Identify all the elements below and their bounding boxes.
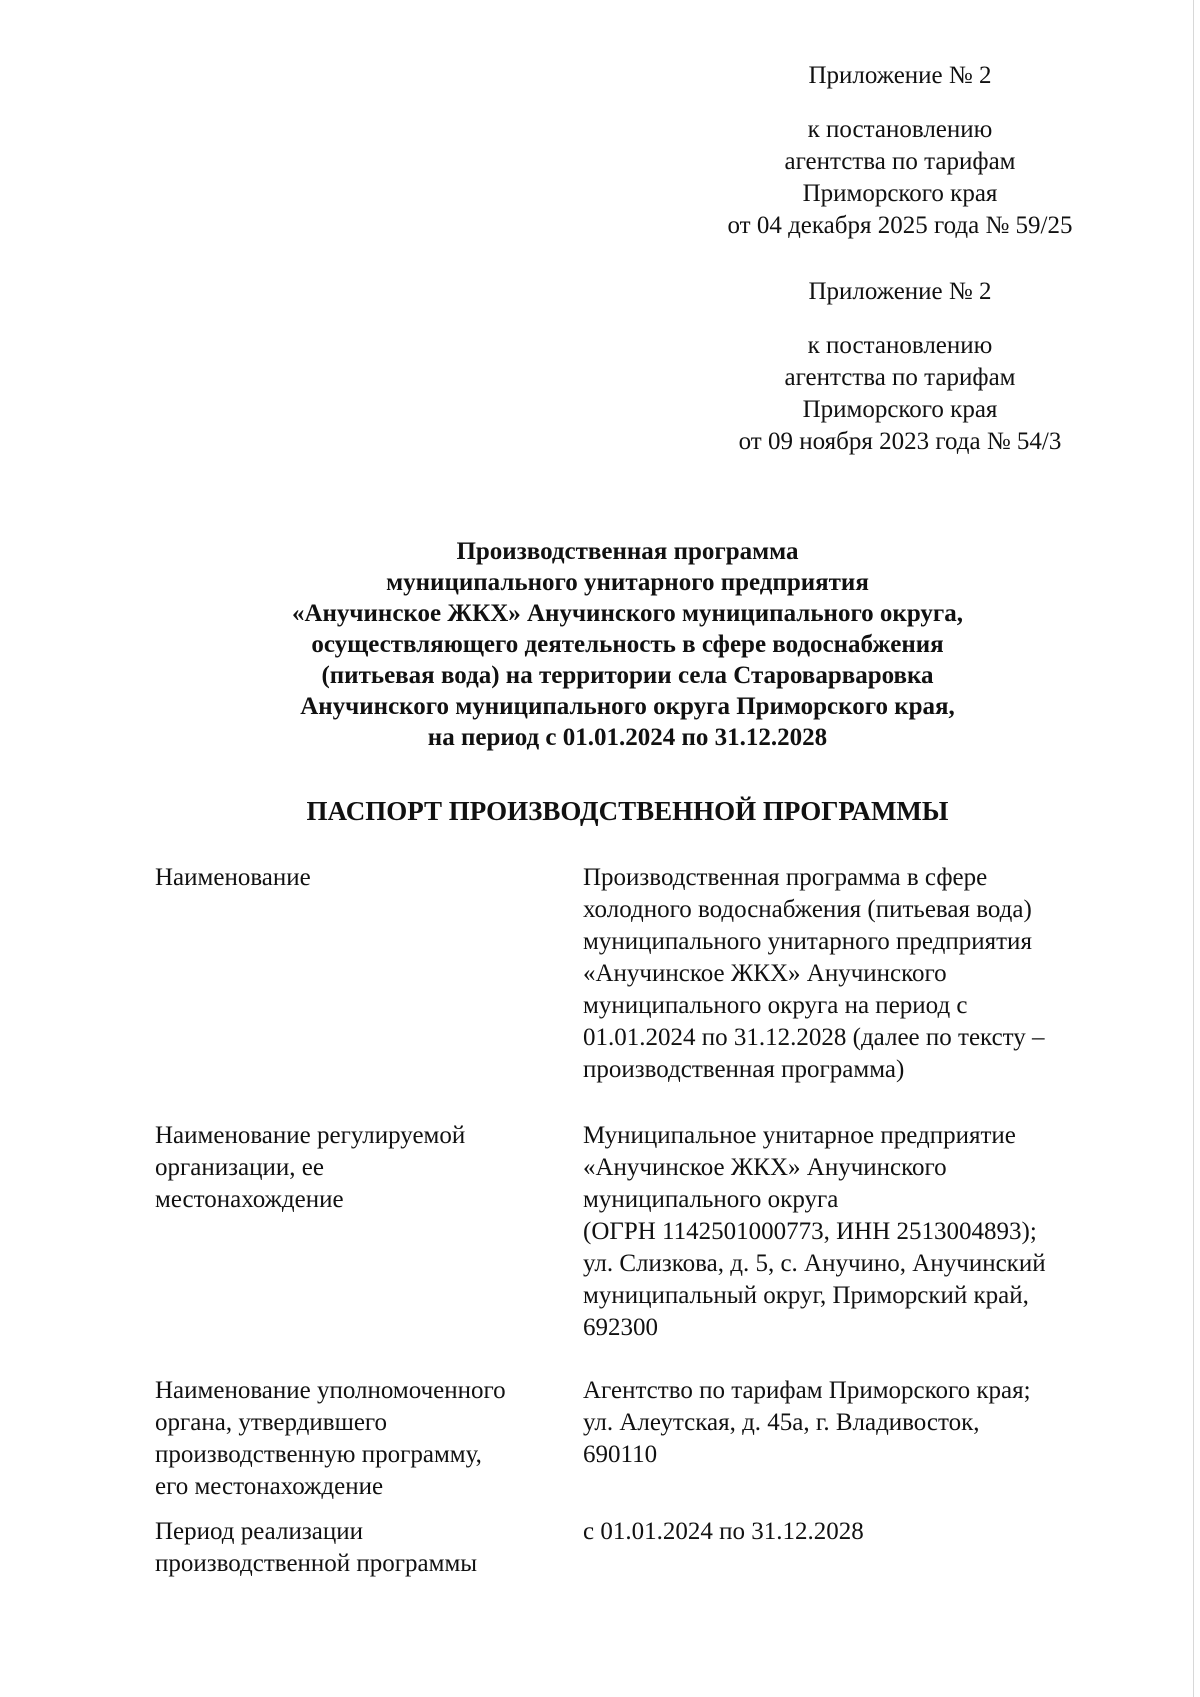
document-title-line: Производственная программа <box>456 538 799 565</box>
document-title-line: осуществляющего деятельность в сфере водоснабжения <box>311 631 944 658</box>
approval-line: Приморского края <box>802 180 998 207</box>
passport-row-label <box>155 1120 560 1216</box>
approval-block-current <box>700 60 1100 242</box>
passport-row-value <box>583 1375 1123 1471</box>
value-line: «Анучинское ЖКХ» Анучинского <box>583 960 947 987</box>
approval-line: к постановлению <box>807 116 993 143</box>
value-line: ул. Алеутская, д. 45а, г. Владивосток, <box>583 1409 980 1436</box>
label-line: органа, утвердившего <box>155 1409 388 1436</box>
label-line: производственную программу, <box>155 1441 482 1468</box>
document-title-line: на период с 01.01.2024 по 31.12.2028 <box>427 724 828 751</box>
passport-row-value <box>583 1516 1123 1548</box>
value-line: Производственная программа в сфере <box>583 864 988 891</box>
value-line: 01.01.2024 по 31.12.2028 (далее по тексту – <box>583 1024 1045 1051</box>
passport-heading: ПАСПОРТ ПРОИЗВОДСТВЕННОЙ ПРОГРАММЫ <box>306 796 949 826</box>
label-line: его местонахождение <box>155 1473 384 1500</box>
passport-row-label <box>155 1516 560 1580</box>
label-line: Период реализации <box>155 1518 363 1545</box>
document-title-line: «Анучинское ЖКХ» Анучинского муниципального округа, <box>291 600 964 627</box>
value-line: 690110 <box>583 1441 658 1468</box>
label-line: организации, ее <box>155 1154 324 1181</box>
label-line: производственной программы <box>155 1550 478 1577</box>
value-line: «Анучинское ЖКХ» Анучинского <box>583 1154 947 1181</box>
value-line: муниципальный округ, Приморский край, <box>583 1282 1029 1309</box>
page-edge-line <box>1193 0 1194 1697</box>
value-line: Муниципальное унитарное предприятие <box>583 1122 1016 1149</box>
value-line: производственная программа) <box>583 1056 905 1083</box>
value-line: муниципального округа на период с <box>583 992 968 1019</box>
label-line: Наименование уполномоченного <box>155 1377 506 1404</box>
approval-line: агентства по тарифам <box>784 364 1016 391</box>
document-title <box>100 536 1155 753</box>
label-line: местонахождение <box>155 1186 344 1213</box>
passport-row-value <box>583 1120 1123 1344</box>
approval-line: к постановлению <box>807 332 993 359</box>
value-line: муниципального унитарного предприятия <box>583 928 1032 955</box>
value-line: с 01.01.2024 по 31.12.2028 <box>583 1518 864 1545</box>
approval-title: Приложение № 2 <box>808 278 992 305</box>
passport-row-label <box>155 862 560 894</box>
passport-row-value <box>583 862 1123 1086</box>
document-title-line: Анучинского муниципального округа Приморского края, <box>300 693 955 720</box>
document-title-line: муниципального унитарного предприятия <box>386 569 869 596</box>
value-line: 692300 <box>583 1314 658 1341</box>
value-line: муниципального округа <box>583 1186 839 1213</box>
approval-title: Приложение № 2 <box>808 62 992 89</box>
label-line: Наименование <box>155 864 311 891</box>
value-line: холодного водоснабжения (питьевая вода) <box>583 896 1032 923</box>
approval-line: агентства по тарифам <box>784 148 1016 175</box>
value-line: (ОГРН 1142501000773, ИНН 2513004893); <box>583 1218 1037 1245</box>
approval-line: от 04 декабря 2025 года № 59/25 <box>727 212 1073 239</box>
value-line: ул. Слизкова, д. 5, с. Анучино, Анучинский <box>583 1250 1046 1277</box>
approval-line: от 09 ноября 2023 года № 54/3 <box>738 428 1062 455</box>
document-title-line: (питьевая вода) на территории села Староварваровка <box>321 662 934 689</box>
approval-line: Приморского края <box>802 396 998 423</box>
approval-block-original <box>700 276 1100 458</box>
passport-row-label <box>155 1375 560 1503</box>
value-line: Агентство по тарифам Приморского края; <box>583 1377 1031 1404</box>
label-line: Наименование регулируемой <box>155 1122 466 1149</box>
